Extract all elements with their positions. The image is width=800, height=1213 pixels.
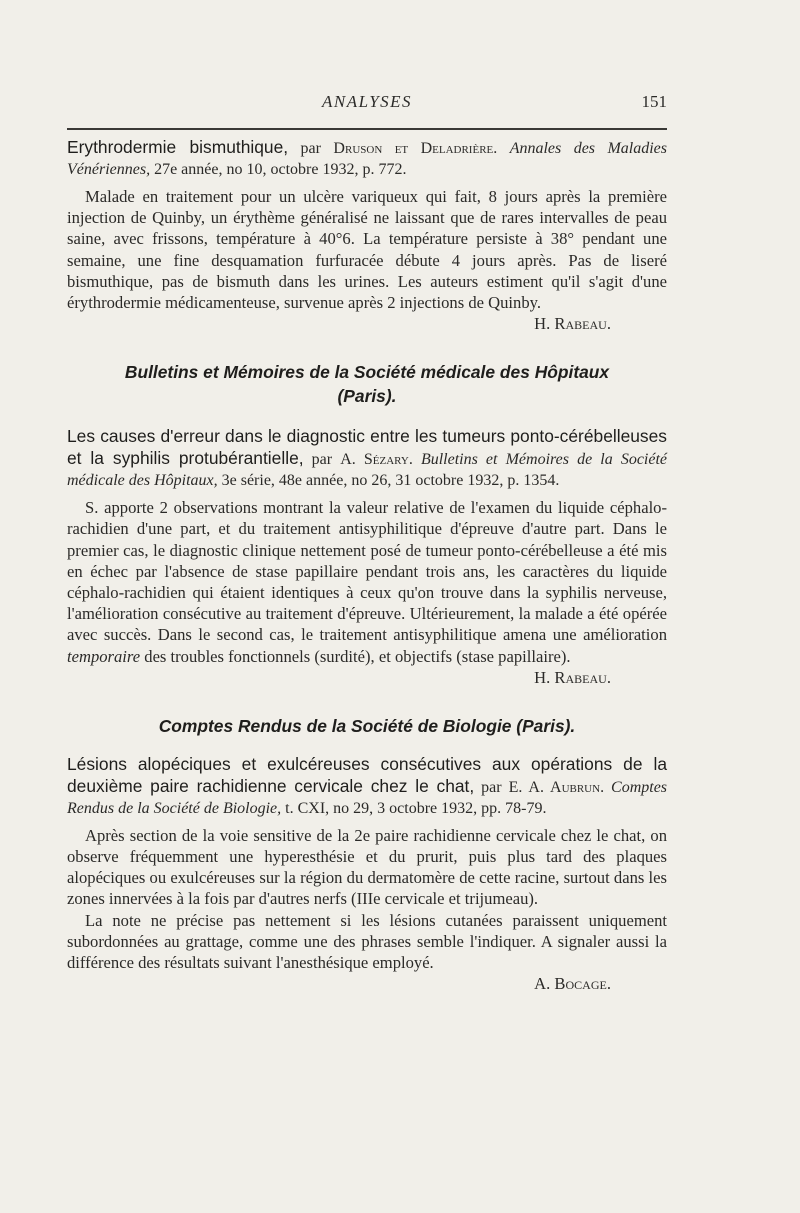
ref-prefix: par — [303, 451, 341, 469]
article-authors: A. Sézary. — [340, 451, 413, 469]
section-heading-line1: Bulletins et Mémoires de la Société médicale des Hôpitaux — [124, 362, 610, 383]
section-heading-comptes-rendus — [67, 714, 667, 738]
ref-prefix: par — [474, 778, 509, 796]
section-heading-line1: Comptes Rendus de la Société de Biologie (Paris). — [158, 715, 576, 736]
article-title: Erythrodermie bismuthique, — [67, 137, 289, 157]
article-signature: A. Bocage. — [534, 974, 611, 994]
article-erythrodermie — [67, 137, 667, 334]
section-heading-bulletins — [67, 360, 667, 408]
article-authors: Druson et Deladrière. — [333, 140, 498, 157]
page-number: 151 — [641, 92, 667, 111]
article-reference — [67, 754, 667, 819]
emphasis: temporaire — [67, 646, 141, 666]
header-rule — [67, 128, 667, 130]
running-title: ANALYSES — [321, 92, 413, 111]
journal-name: Annales des Maladies Vénériennes, — [67, 140, 668, 178]
page-header — [67, 92, 667, 118]
article-body-paragraph-2: La note ne précise pas nettement si les lésions cutanées paraissent uniquement subordonnées au grattage, comme une des phrases semble l'indiquer. A signaler aussi la différence des résultats suivant l'anesthésique employé. — [67, 910, 667, 973]
article-tumeurs-ponto-cerebelleuses — [67, 426, 667, 688]
article-lesions-alopeciques — [67, 754, 667, 994]
article-title: Lésions alopéciques et exulcéreuses consécutives aux opérations de la deuxième paire rachidienne cervicale chez le chat, — [67, 753, 667, 796]
ref-prefix: par — [288, 140, 334, 157]
ref-details: 3e série, 48e année, no 26, 31 octobre 1932, p. 1354. — [217, 472, 560, 490]
article-reference — [67, 426, 667, 491]
page-content — [67, 137, 667, 994]
article-reference — [67, 137, 667, 180]
ref-details: t. CXI, no 29, 3 octobre 1932, pp. 78-79. — [281, 799, 547, 817]
article-signature: H. Rabeau. — [534, 314, 611, 334]
section-heading-line2: (Paris). — [337, 386, 397, 407]
article-body: S. apporte 2 observations montrant la valeur relative de l'examen du liquide céphalo-rachidien d'une part, et du traitement antisyphilitique d'épreuve d'autre part. Dans le premier cas, le diagnostic clinique nettement posé de tumeur ponto-cérébelleuse a été mis en échec par l'absence de stase papillaire pendant trois ans, les caractères du liquide céphalo-rachidien qui étaient identiques à ceux qu'on trouve dans la syphilis nerveuse, l'amélioration consécutive au traitement d'épreuve. Ultérieurement, la malade a été opérée avec succès. Dans le second cas, le traitement antisyphilitique amena une amélioration temporaire des troubles fonctionnels (surdité), et objectifs (stase papillaire). — [67, 498, 667, 666]
journal-name: Bulletins et Mémoires de la Société médicale des Hôpitaux, — [67, 451, 668, 490]
article-body: Malade en traitement pour un ulcère variqueux qui fait, 8 jours après la première injection de Quinby, un érythème généralisé ne laissant que de rares intervalles de peau saine, avec frissons, température à 40°6. La température persiste à 38° pendant une semaine, une fine desquamation furfuracée débute 4 jours après. Pas de liseré bismuthique, pas de bismuth dans les urines. Les auteurs estiment qu'il s'agit d'une érythrodermie médicamenteuse, survenue après 2 injections de Quinby. — [67, 187, 667, 313]
article-signature: H. Rabeau. — [534, 667, 611, 687]
article-title: Les causes d'erreur dans le diagnostic entre les tumeurs ponto-cérébelleuses et la syphilis protubérantielle, — [67, 426, 667, 469]
article-authors: E. A. Aubrun. — [508, 778, 605, 796]
journal-name: Comptes Rendus de la Société de Biologie, — [67, 778, 668, 817]
article-body-paragraph-1: Après section de la voie sensitive de la 2e paire rachidienne cervicale chez le chat, on observe fréquemment une hyperesthésie et du prurit, puis plus tard des plaques alopéciques ou exulcéreuses sur la région du dermatomère de cette racine, surtout dans les zones innervées à la fois par d'autres nerfs (IIIe cervicale et trijumeau). — [67, 825, 667, 909]
ref-details: 27e année, no 10, octobre 1932, p. 772. — [150, 161, 407, 178]
